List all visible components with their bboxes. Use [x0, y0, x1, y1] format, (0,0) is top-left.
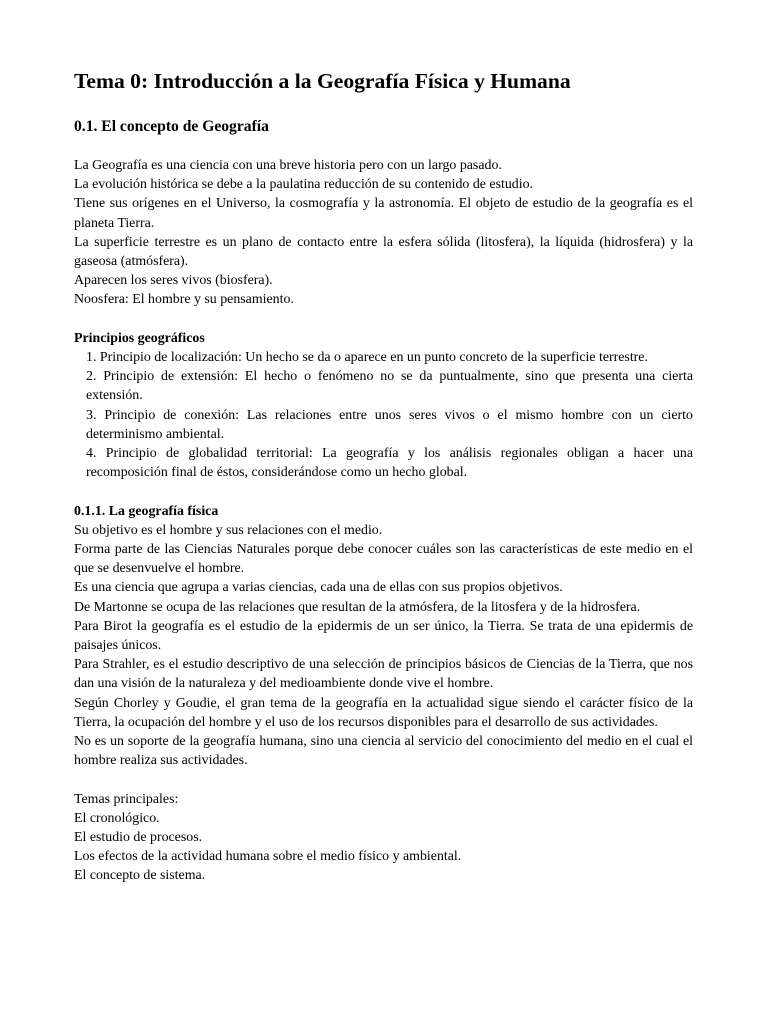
subsection-heading: 0.1.1. La geografía física	[74, 503, 219, 519]
paragraph: Su objetivo es el hombre y sus relaciones con el medio.	[74, 522, 383, 538]
paragraph: La Geografía es una ciencia con una breve historia pero con un largo pasado.	[74, 158, 502, 173]
section-heading: 0.1. El concepto de Geografía	[74, 118, 269, 135]
principle-item: 1. Principio de localización: Un hecho se da o aparece en un punto concreto de la superficie terrestre.	[86, 350, 648, 366]
physical-geography-section	[74, 502, 693, 771]
theme-item: Los efectos de la actividad humana sobre el medio físico y ambiental.	[74, 849, 462, 865]
themes-section	[74, 790, 693, 886]
theme-item: El concepto de sistema.	[74, 868, 206, 884]
intro-section	[74, 156, 693, 310]
paragraph: De Martonne se ocupa de las relaciones que resultan de la atmósfera, de la litosfera y de la hidrosfera.	[74, 599, 641, 615]
spacer	[74, 310, 693, 329]
paragraph: Según Chorley y Goudie, el gran tema de la geografía en la actualidad sigue siendo el carácter físico de la Tierra, la ocupación del hombre y el uso de los recursos disponibles para el desarrollo de sus actividades.	[74, 695, 693, 730]
paragraph: Para Strahler, es el estudio descriptivo de una selección de principios básicos de Ciencias de la Tierra, que nos dan una visión de la naturaleza y del medioambiente donde vive el hombre.	[74, 657, 693, 692]
paragraph: No es un soporte de la geografía humana, sino una ciencia al servicio del conocimiento del medio en el cual el hombre realiza sus actividades.	[74, 734, 693, 769]
paragraph: La evolución histórica se debe a la paulatina reducción de su contenido de estudio.	[74, 177, 534, 193]
paragraph: Noosfera: El hombre y su pensamiento.	[74, 292, 294, 308]
theme-item: El cronológico.	[74, 810, 160, 826]
spacer	[74, 482, 693, 501]
paragraph: Forma parte de las Ciencias Naturales porque debe conocer cuáles son las características de este medio en el que se desenvuelve el hombre.	[74, 542, 693, 577]
paragraph: Para Birot la geografía es el estudio de la epidermis de un ser único, la Tierra. Se trata de una epidermis de paisajes únicos.	[74, 618, 693, 654]
paragraph: Aparecen los seres vivos (biosfera).	[74, 273, 273, 289]
paragraph: Es una ciencia que agrupa a varias ciencias, cada una de ellas con sus propios objetivos.	[74, 580, 563, 596]
principles-section	[74, 329, 693, 483]
spacer	[74, 770, 693, 789]
principle-item: 4. Principio de globalidad territorial: La geografía y los análisis regionales obligan a hacer una recomposición final de éstos, considerándose como un hecho global.	[86, 446, 693, 481]
principle-item: 2. Principio de extensión: El hecho o fenómeno no se da puntualmente, sino que presenta una cierta extensión.	[86, 369, 693, 404]
theme-item: El estudio de procesos.	[74, 830, 203, 846]
document-page	[74, 66, 693, 886]
paragraph: Tiene sus orígenes en el Universo, la cosmografía y la astronomía. El objeto de estudio de la geografía es el planeta Tierra.	[74, 196, 693, 231]
document-title: Tema 0: Introducción a la Geografía Física y Humana	[74, 69, 571, 93]
principles-heading: Principios geográficos	[74, 330, 205, 346]
paragraph: La superficie terrestre es un plano de contacto entre la esfera sólida (litosfera), la líquida (hidrosfera) y la gaseosa (atmósfera).	[74, 234, 693, 270]
themes-heading: Temas principales:	[74, 791, 179, 807]
principle-item: 3. Principio de conexión: Las relaciones entre unos seres vivos o el mismo hombre con un cierto determinismo ambiental.	[86, 407, 693, 442]
